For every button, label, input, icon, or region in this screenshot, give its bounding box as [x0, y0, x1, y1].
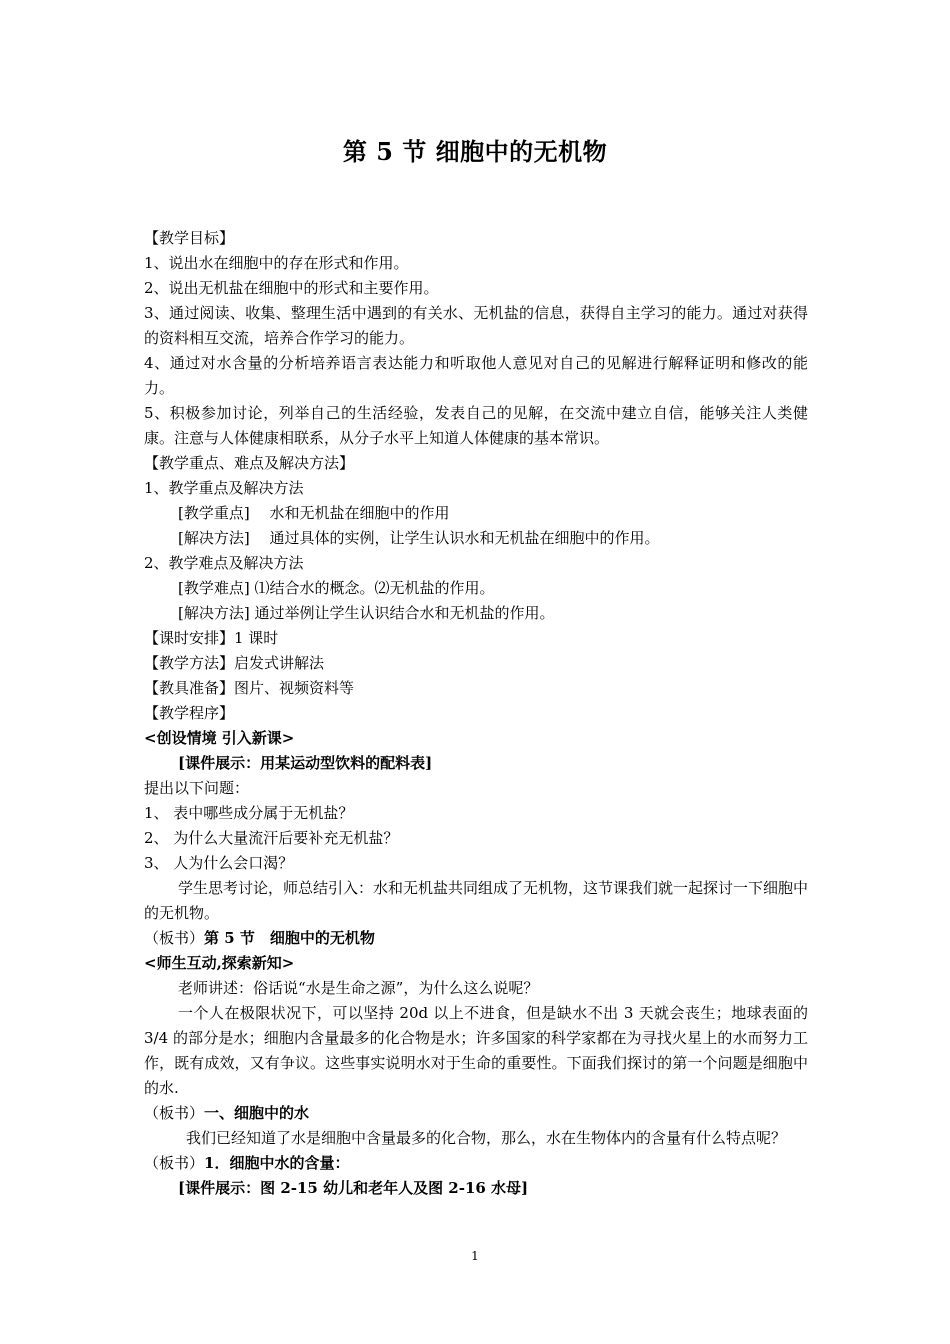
- board-text: 第 5 节 细胞中的无机物: [204, 929, 375, 947]
- section-heading: 【教学目标】: [144, 229, 235, 247]
- class-schedule: 【课时安排】1 课时: [144, 629, 279, 647]
- paragraph: 学生思考讨论，师总结引入：水和无机盐共同组成了无机物，这节课我们就一起探讨一下细胞中的无机物。: [144, 879, 809, 922]
- subsection-heading: 2、教学难点及解决方法: [144, 554, 304, 572]
- key-point-solution: [解决方法] 通过具体的实例，让学生认识水和无机盐在细胞中的作用。: [178, 529, 660, 547]
- page-title: 第 5 节 细胞中的无机物: [342, 137, 608, 166]
- board-label: （板书）: [144, 1154, 205, 1172]
- paragraph: 提出以下问题：: [144, 779, 250, 797]
- slide-note: [课件展示：用某运动型饮料的配料表]: [178, 754, 433, 772]
- step-heading: <创设情境 引入新课>: [144, 729, 295, 747]
- board-note: [144, 926, 808, 951]
- board-note: [144, 1151, 808, 1176]
- step-heading: <师生互动,探索新知>: [144, 954, 295, 972]
- board-text: 1．细胞中水的含量：: [204, 1154, 350, 1172]
- board-text: 一、细胞中的水: [204, 1104, 310, 1122]
- paragraph: 老师讲述：俗话说“水是生命之源”，为什么这么说呢？: [178, 979, 539, 997]
- board-note: [144, 1101, 808, 1126]
- teaching-method: 【教学方法】启发式讲解法: [144, 654, 325, 672]
- question-item: 1、 表中哪些成分属于无机盐？: [144, 804, 354, 822]
- question-item: 2、 为什么大量流汗后要补充无机盐？: [144, 829, 399, 847]
- objective-item: 1、说出水在细胞中的存在形式和作用。: [144, 254, 409, 272]
- page-number: 1: [471, 1249, 479, 1263]
- teaching-aids: 【教具准备】图片、视频资料等: [144, 679, 355, 697]
- difficult-point: [教学难点] ⑴结合水的概念。⑵无机盐的作用。: [178, 579, 495, 597]
- board-label: （板书）: [144, 929, 205, 947]
- objective-item: 3、通过阅读、收集、整理生活中遇到的有关水、无机盐的信息，获得自主学习的能力。通过对获得的资料相互交流，培养合作学习的能力。: [144, 304, 808, 347]
- section-heading: 【教学重点、难点及解决方法】: [144, 454, 355, 472]
- subsection-heading: 1、教学重点及解决方法: [144, 479, 304, 497]
- board-label: （板书）: [144, 1104, 205, 1122]
- objective-item: 2、说出无机盐在细胞中的形式和主要作用。: [144, 279, 439, 297]
- section-heading: 【教学程序】: [144, 704, 235, 722]
- question-item: 3、 人为什么会口渴？: [144, 854, 294, 872]
- key-point: [教学重点] 水和无机盐在细胞中的作用: [178, 504, 450, 522]
- paragraph: 一个人在极限状况下，可以坚持 20d 以上不进食，但是缺水不出 3 天就会丧生；地球表面的 3/4 的部分是水；细胞内含量最多的化合物是水；许多国家的科学家都在为寻找火星上的水而努力工作，既有成效，又有争议。这些事实说明水对于生命的重要性。下面我们探讨的第一个问题是细胞中的水.: [144, 1004, 808, 1097]
- objective-item: 5、积极参加讨论，列举自己的生活经验，发表自己的见解，在交流中建立自信，能够关注人类健康。注意与人体健康相联系，从分子水平上知道人体健康的基本常识。: [144, 404, 808, 447]
- difficult-point-solution: [解决方法] 通过举例让学生认识结合水和无机盐的作用。: [178, 604, 555, 622]
- objective-item: 4、通过对水含量的分析培养语言表达能力和听取他人意见对自己的见解进行解释证明和修改的能力。: [144, 354, 808, 397]
- slide-note: [课件展示：图 2-15 幼儿和老年人及图 2-16 水母]: [178, 1179, 529, 1197]
- document-body: [144, 226, 808, 1201]
- paragraph: 我们已经知道了水是细胞中含量最多的化合物，那么，水在生物体内的含量有什么特点呢？: [186, 1129, 787, 1147]
